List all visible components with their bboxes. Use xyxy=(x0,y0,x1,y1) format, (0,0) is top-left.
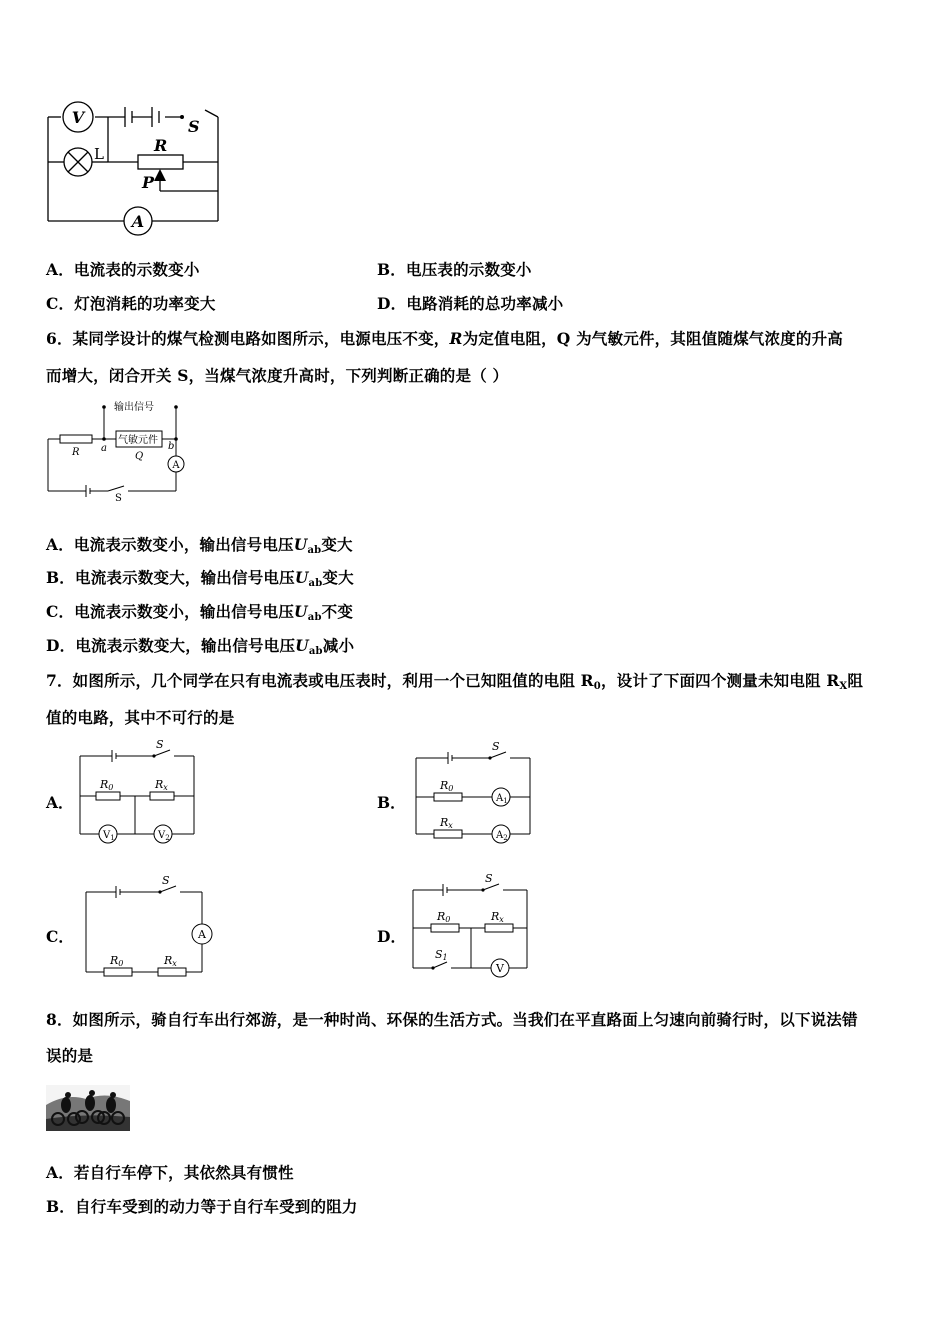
q6-stem-line1: 6．某同学设计的煤气检测电路如图所示，电源电压不变，R为定值电阻，Q 为气敏元件，其阻值随煤气浓度的升高 xyxy=(46,329,843,348)
q7a-rx-label: Rx xyxy=(155,778,168,792)
q6-option-d: D．电流表示数变大，输出信号电压$U_{ab}$减小 xyxy=(46,636,355,657)
q7d-r0-label: R0 xyxy=(437,910,451,924)
q6-point-a-label: a xyxy=(101,443,107,454)
q5-option-c: C．灯泡消耗的功率变大 xyxy=(46,294,216,313)
q5-slider-label: P xyxy=(142,173,155,192)
q7-label-a: A． xyxy=(46,793,74,812)
q5-voltmeter-label: V xyxy=(71,108,85,127)
q8-option-b: B．自行车受到的动力等于自行车受到的阻力 xyxy=(46,1197,358,1216)
q7d-switch1-label: S1 xyxy=(435,948,448,962)
q5-circuit-diagram xyxy=(40,95,230,240)
q5-switch-label: S xyxy=(188,117,200,136)
q5-option-d: D．电路消耗的总功率减小 xyxy=(377,294,564,313)
q8-stem-line2: 误的是 xyxy=(46,1046,94,1065)
q7a-voltmeter1-label: $V_1$ xyxy=(103,830,115,842)
q7a-voltmeter2-label: $V_2$ xyxy=(158,830,170,842)
q7d-switch-label: S xyxy=(485,872,493,885)
q7c-switch-label: S xyxy=(162,874,170,887)
q8-option-a: A．若自行车停下，其依然具有惯性 xyxy=(46,1163,294,1182)
q7b-rx-label: Rx xyxy=(440,816,453,830)
q7-circuit-b xyxy=(408,738,538,850)
q7c-r0-label: R0 xyxy=(110,954,124,968)
q6-switch-label: S xyxy=(115,493,122,504)
q6-option-b: B．电流表示数变大，输出信号电压$U_{ab}$变大 xyxy=(46,568,354,589)
q6-option-a: A．电流表示数变小，输出信号电压$U_{ab}$变大 xyxy=(46,535,353,556)
q7b-switch-label: S xyxy=(492,740,500,753)
q7-circuit-c xyxy=(78,872,218,980)
q7a-switch-label: S xyxy=(156,738,164,751)
q7-label-b: B． xyxy=(377,793,406,812)
q7-circuit-d xyxy=(405,870,535,980)
q8-stem-line1: 8．如图所示，骑自行车出行郊游，是一种时尚、环保的生活方式。当我们在平直路面上匀速向前骑行时，以下说法错 xyxy=(46,1010,858,1029)
q7-label-c: C． xyxy=(46,927,74,946)
q6-circuit-diagram xyxy=(40,397,200,507)
q5-resistor-label: R xyxy=(154,136,168,155)
q6-sensor-label: 气敏元件 xyxy=(118,435,158,446)
q6-sensor-q-label: Q xyxy=(135,451,144,462)
q6-stem-line2: 而增大，闭合开关 S，当煤气浓度升高时，下列判断正确的是（ ） xyxy=(46,366,509,385)
q5-option-a: A．电流表的示数变小 xyxy=(46,260,200,279)
q7d-voltmeter-label: V xyxy=(496,962,504,975)
q6-ammeter-label: A xyxy=(172,460,180,471)
q7a-r0-label: R0 xyxy=(100,778,114,792)
q6-point-b-label: b xyxy=(168,441,175,452)
q6-option-c: C．电流表示数变小，输出信号电压$U_{ab}$不变 xyxy=(46,602,354,623)
q5-lamp-label: L xyxy=(94,145,104,163)
q6-signal-label: 输出信号 xyxy=(114,402,154,413)
q7c-rx-label: Rx xyxy=(164,954,177,968)
q5-ammeter-label: A xyxy=(131,212,145,231)
q7-stem-line1: 7．如图所示，几个同学在只有电流表或电压表时，利用一个已知阻值的电阻 $R_0$，设计了下面四个测量未知电阻 $R_X$阻 xyxy=(46,671,864,692)
q7-circuit-a xyxy=(72,738,202,850)
q7-label-d: D． xyxy=(377,927,406,946)
q7b-r0-label: R0 xyxy=(440,779,454,793)
q5-option-b: B．电压表的示数变小 xyxy=(377,260,532,279)
q7-stem-line2: 值的电路，其中不可行的是 xyxy=(46,708,235,727)
q7b-ammeter2-label: $A_2$ xyxy=(496,830,508,842)
q7b-ammeter1-label: $A_1$ xyxy=(496,793,508,805)
q7d-rx-label: Rx xyxy=(491,910,504,924)
q6-resistor-label: R xyxy=(72,447,80,458)
q8-cyclists-photo xyxy=(46,1085,130,1131)
q7c-ammeter-label: A xyxy=(198,928,206,941)
